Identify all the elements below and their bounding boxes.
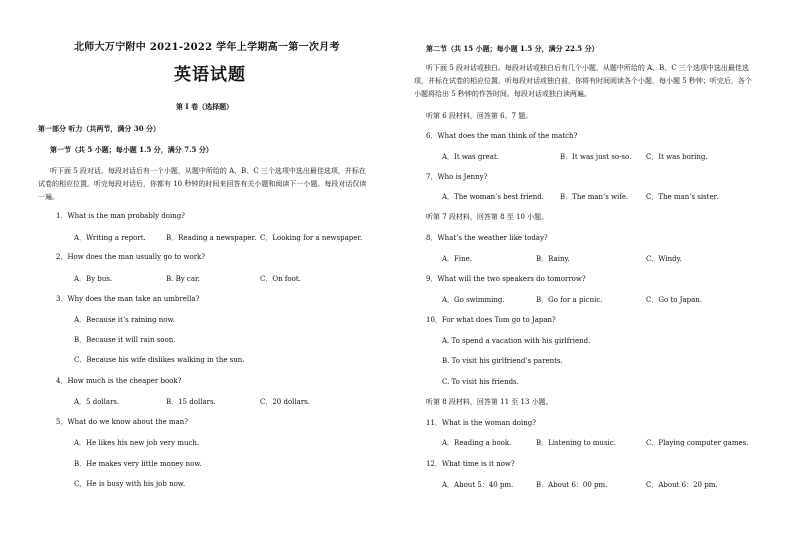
section2-heading: 第二节（共 15 小题；每小题 1.5 分，满分 22.5 分）	[426, 44, 599, 53]
q7-option-a: A．The woman’s best friend.	[442, 193, 544, 201]
subject-title: 英语试题	[174, 65, 246, 85]
q6-option-c: C．It was boring.	[646, 153, 708, 161]
q12-option-a: A．About 5：40 pm.	[442, 481, 514, 489]
section2-instructions: 听下面 5 段对话或独白。每段对话或独白后有几个小题，从题中所给的 A、B、C 三个选项中选出最佳选项，并标在试卷的相应位置。听每段对话或独白前，你将有时间阅读各个小题，每小题 5 秒钟；听完后，各个小题将给出 5 秒钟的作答时间。每段对话或独白读两遍。	[414, 64, 752, 98]
q4-option-b: B．15 dollars.	[166, 398, 216, 406]
q9-option-c: C．Go to Japan.	[646, 296, 703, 304]
section1-instructions: 听下面 5 段对话。每段对话后有一个小题，从题中所给的 A、B、C 三个选项中选出最佳选项，并标在试卷的相应位置。听完每段对话后，你都有 10 秒钟的时间来回答有关小题和阅读下一小题。每段对话仅读一遍。	[38, 167, 367, 201]
right-column	[414, 0, 784, 544]
q9-option-a: A．Go swimming.	[442, 296, 505, 304]
q10-option-c: C. To visit his friends.	[442, 378, 519, 386]
material-8-label: 听第 8 段材料，回答第 11 至 13 小题。	[426, 398, 553, 406]
q7-option-b: B．The man’s wife.	[560, 193, 629, 201]
q10-option-a: A. To spend a vacation with his girlfriend.	[442, 337, 591, 345]
question-10: 10．For what does Tom go to Japan?	[426, 316, 556, 324]
q2-option-c: C．On foot.	[260, 275, 301, 283]
question-8: 8．What’s the weather like today?	[426, 234, 548, 242]
question-2: 2．How does the man usually go to work?	[56, 253, 206, 261]
q12-option-b: B．About 6：00 pm.	[536, 481, 608, 489]
volume-label: 第 I 卷（选择题）	[176, 102, 234, 111]
question-11: 11．What is the woman doing?	[426, 419, 536, 427]
q8-option-b: B．Rainy.	[536, 255, 570, 263]
q1-option-c: C．Looking for a newspaper.	[260, 234, 363, 242]
q4-option-a: A．5 dollars.	[74, 398, 120, 406]
q3-option-c: C．Because his wife dislikes walking in the sun.	[74, 356, 245, 364]
question-12: 12．What time is it now?	[426, 460, 515, 468]
exam-title: 北师大万宁附中 2021-2022 学年上学期高一第一次月考	[74, 42, 340, 53]
material-6-label: 听第 6 段材料，回答第 6、7 题。	[426, 112, 533, 120]
question-3: 3．Why does the man take an umbrella?	[56, 295, 200, 303]
q1-option-a: A．Writing a report.	[74, 234, 146, 242]
q2-option-a: A．By bus.	[74, 275, 113, 283]
q3-option-a: A．Because it’s raining now.	[74, 316, 175, 324]
question-1: 1．What is the man probably doing?	[56, 212, 185, 220]
q1-option-b: B．Reading a newspaper.	[166, 234, 257, 242]
q8-option-c: C．Windy.	[646, 255, 682, 263]
question-7: 7．Who is Jenny?	[426, 173, 488, 181]
q11-option-c: C．Playing computer games.	[646, 439, 749, 447]
left-column	[38, 0, 408, 544]
q7-option-c: C．The man’s sister.	[646, 193, 719, 201]
q5-option-b: B．He makes very little money now.	[74, 460, 202, 468]
q4-option-c: C．20 dollars.	[260, 398, 310, 406]
q12-option-c: C．About 6：20 pm.	[646, 481, 718, 489]
q3-option-b: B．Because it will rain soon.	[74, 336, 176, 344]
q9-option-b: B．Go for a picnic.	[536, 296, 603, 304]
q10-option-b: B. To visit his girlfriend’s parents.	[442, 357, 563, 365]
q2-option-b: B. By car.	[166, 275, 200, 283]
q6-option-b: B．It was just so-so.	[560, 153, 632, 161]
question-4: 4．How much is the cheaper book?	[56, 377, 182, 385]
q11-option-a: A．Reading a book.	[442, 439, 512, 447]
question-6: 6．What does the man think of the match?	[426, 132, 578, 140]
q8-option-a: A．Fine.	[442, 255, 473, 263]
question-5: 5．What do we know about the man?	[56, 418, 189, 426]
section1-heading: 第一节（共 5 小题；每小题 1.5 分，满分 7.5 分）	[50, 145, 213, 154]
q11-option-b: B．Listening to music.	[536, 439, 616, 447]
question-9: 9．What will the two speakers do tomorrow?	[426, 275, 586, 283]
q5-option-a: A．He likes his new job very much.	[74, 439, 200, 447]
material-7-label: 听第 7 段材料，回答第 8 至 10 小题。	[426, 213, 549, 221]
part1-heading: 第一部分 听力（共两节，满分 30 分）	[38, 124, 161, 133]
q5-option-c: C．He is busy with his job now.	[74, 480, 186, 488]
q6-option-a: A．It was great.	[442, 153, 500, 161]
